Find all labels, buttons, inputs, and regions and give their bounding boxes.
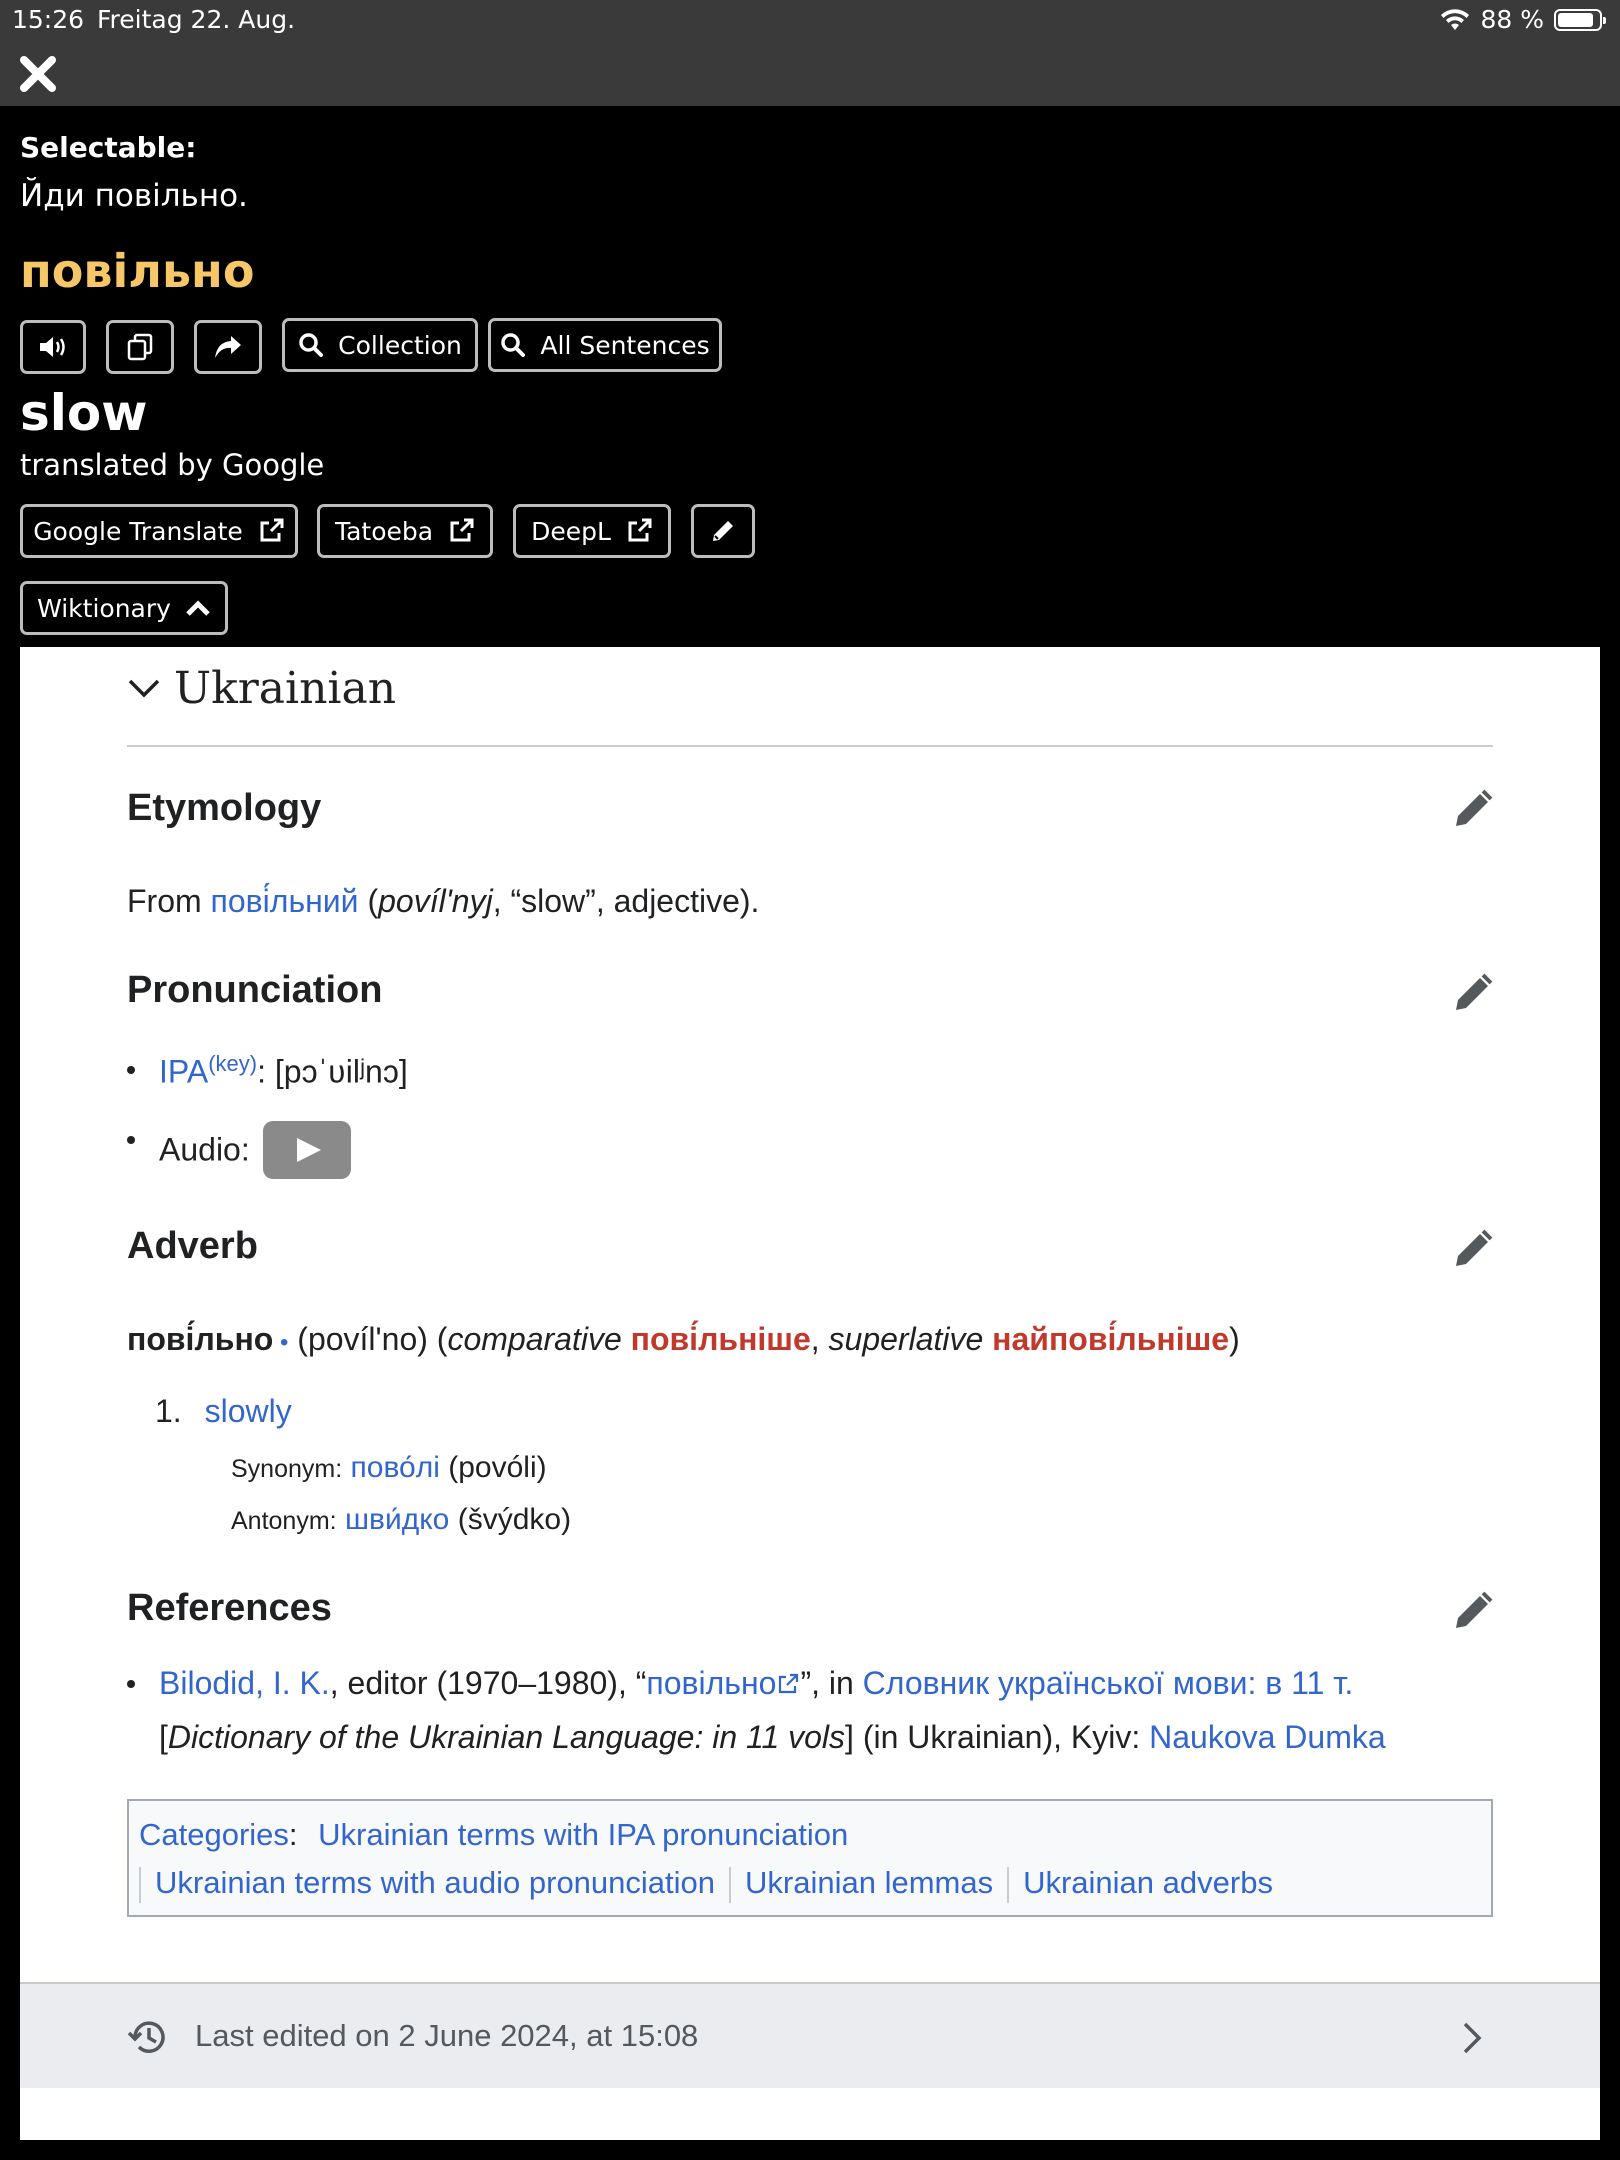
adverb-heading: Adverb [127,1225,258,1267]
antonym-label: Antonym: [231,1507,337,1535]
category-link[interactable]: Ukrainian lemmas [745,1865,994,1900]
selectable-label: Selectable: [20,131,197,164]
close-icon [18,54,58,94]
sense-link[interactable]: slowly [204,1393,292,1429]
sense-item [155,1393,292,1430]
antonym-link[interactable]: шви́дко [344,1503,450,1536]
reference-author-link[interactable]: Bilodid, I. K. [159,1665,330,1701]
etymology-heading: Etymology [127,787,322,829]
last-edited-footer[interactable] [20,1982,1600,2088]
category-link[interactable]: Ukrainian terms with IPA pronunciation [318,1817,849,1852]
category-link[interactable]: Ukrainian terms with audio pronunciation [155,1865,716,1900]
translated-by: translated by Google [20,448,325,482]
sense-number: 1. [155,1393,182,1429]
categories-colon: : [288,1817,298,1852]
edit-etymology-icon[interactable] [1452,788,1494,830]
wiktionary-toggle-button[interactable] [20,581,228,635]
superlative-link[interactable]: найпові́льніше [992,1321,1230,1357]
status-right [1440,5,1602,34]
adverb-translit: (povílʹno) ( [288,1321,448,1357]
audio-play-button[interactable] [263,1121,351,1179]
reference-open-bracket: [ [159,1719,168,1755]
synonym-line [231,1451,547,1485]
google-translate-label: Google Translate [33,516,243,546]
language-title: Ukrainian [174,663,397,714]
antonym-translit: (švýdko) [449,1503,572,1536]
category-separator [139,1867,141,1903]
reference-line-2 [159,1719,1386,1756]
external-link-icon [447,517,475,545]
top-toolbar [0,40,1620,106]
category-separator [1007,1867,1009,1903]
copy-button[interactable] [106,320,174,374]
search-all-sentences-button[interactable] [488,318,722,372]
chevron-down-icon [127,677,161,699]
comparative-label: comparative [447,1321,622,1357]
comparative-link[interactable]: пові́льніше [630,1321,811,1357]
wiktionary-label: Wiktionary [37,593,171,623]
search-icon [298,332,324,358]
google-translate-button[interactable] [20,504,298,558]
antonym-line [231,1503,571,1537]
tatoeba-label: Tatoeba [334,516,434,546]
category-separator [729,1867,731,1903]
headword: повільно [20,244,255,298]
reference-entry-link[interactable]: повільно [646,1665,777,1701]
pronunciation-heading: Pronunciation [127,969,383,1011]
close-button[interactable] [18,54,58,94]
search-icon [500,332,526,358]
battery-level [1558,13,1593,27]
speaker-icon [38,334,68,360]
edit-translation-button[interactable] [691,504,755,558]
adverb-headword-line: пові́льно • (povílʹno) (comparative пові́льніше, superlative найпові́льніше) [127,1321,1240,1357]
synonym-link[interactable]: пово́лі [350,1451,440,1484]
etymology-source-link[interactable]: пові́льний [210,883,359,919]
chevron-right-icon [1460,2020,1484,2056]
chevron-up-icon [185,599,211,617]
battery-icon [1554,9,1602,31]
reference-in: ”, in [800,1665,863,1701]
etymology-translit: povílʹnyj [378,883,493,919]
audio-label: Audio: [159,1131,250,1168]
categories-line-1 [139,1817,848,1853]
ipa-value: : [pɔˈʋilʲnɔ] [257,1053,408,1090]
deepl-label: DeepL [531,516,611,546]
translation-text: slow [20,384,148,442]
status-bar [0,0,1620,40]
reference-line2-rest: ] (in Ukrainian), Kyiv: [845,1719,1150,1755]
ipa-key-link[interactable]: (key) [208,1051,258,1076]
etymology-text: From пові́льний (povílʹnyj, “slow”, adjective). [127,883,760,919]
sentence-text[interactable]: Йди повільно. [20,178,248,214]
reference-editor: , editor (1970–1980), “ [329,1665,647,1701]
superlative-label: superlative [828,1321,984,1357]
synonym-label: Synonym: [231,1455,343,1483]
adverb-headword: пові́льно [127,1321,274,1357]
ipa-link[interactable]: IPA [159,1053,209,1090]
categories-line-2 [139,1865,1273,1903]
reference-item [159,1665,1353,1702]
external-link-icon [257,517,285,545]
tatoeba-button[interactable] [317,504,493,558]
etymology-from: From [127,883,202,919]
status-time: 15:26 [12,5,85,34]
history-icon [127,2015,171,2059]
search-collection-button[interactable] [282,318,478,372]
share-arrow-icon [213,334,243,360]
language-section-header[interactable] [127,657,1493,747]
external-link-icon [625,517,653,545]
etymology-rest: , “slow”, adjective). [492,883,760,919]
copy-icon [126,333,154,361]
wiktionary-panel [20,647,1600,2140]
share-button[interactable] [194,320,262,374]
speak-button[interactable] [20,320,86,374]
reference-dictionary-link[interactable]: Словник української мови: в 11 т. [862,1665,1354,1701]
all-sentences-label: All Sentences [540,330,710,360]
last-edited-text: Last edited on 2 June 2024, at 15:08 [195,2018,699,2053]
pencil-icon [709,517,737,545]
reference-publisher-link[interactable]: Naukova Dumka [1149,1719,1386,1755]
edit-references-icon[interactable] [1452,1590,1494,1632]
collection-label: Collection [338,330,462,360]
category-link[interactable]: Ukrainian adverbs [1023,1865,1273,1900]
wifi-icon [1440,8,1470,32]
deepl-button[interactable] [513,504,671,558]
audio-item [159,1121,351,1179]
categories-label-link[interactable]: Categories [139,1817,289,1852]
edit-pronunciation-icon[interactable] [1452,972,1494,1014]
adverb-dot: • [273,1329,289,1356]
synonym-translit: (povóli) [439,1451,547,1484]
external-link-icon [776,1672,800,1696]
edit-adverb-icon[interactable] [1452,1228,1494,1270]
reference-translation: Dictionary of the Ukrainian Language: in 11 vols [167,1719,846,1755]
battery-percent: 88 % [1480,5,1544,34]
references-heading: References [127,1587,332,1629]
status-date: Freitag 22. Aug. [97,5,296,34]
categories-box [127,1799,1493,1917]
ipa-item [159,1051,408,1091]
